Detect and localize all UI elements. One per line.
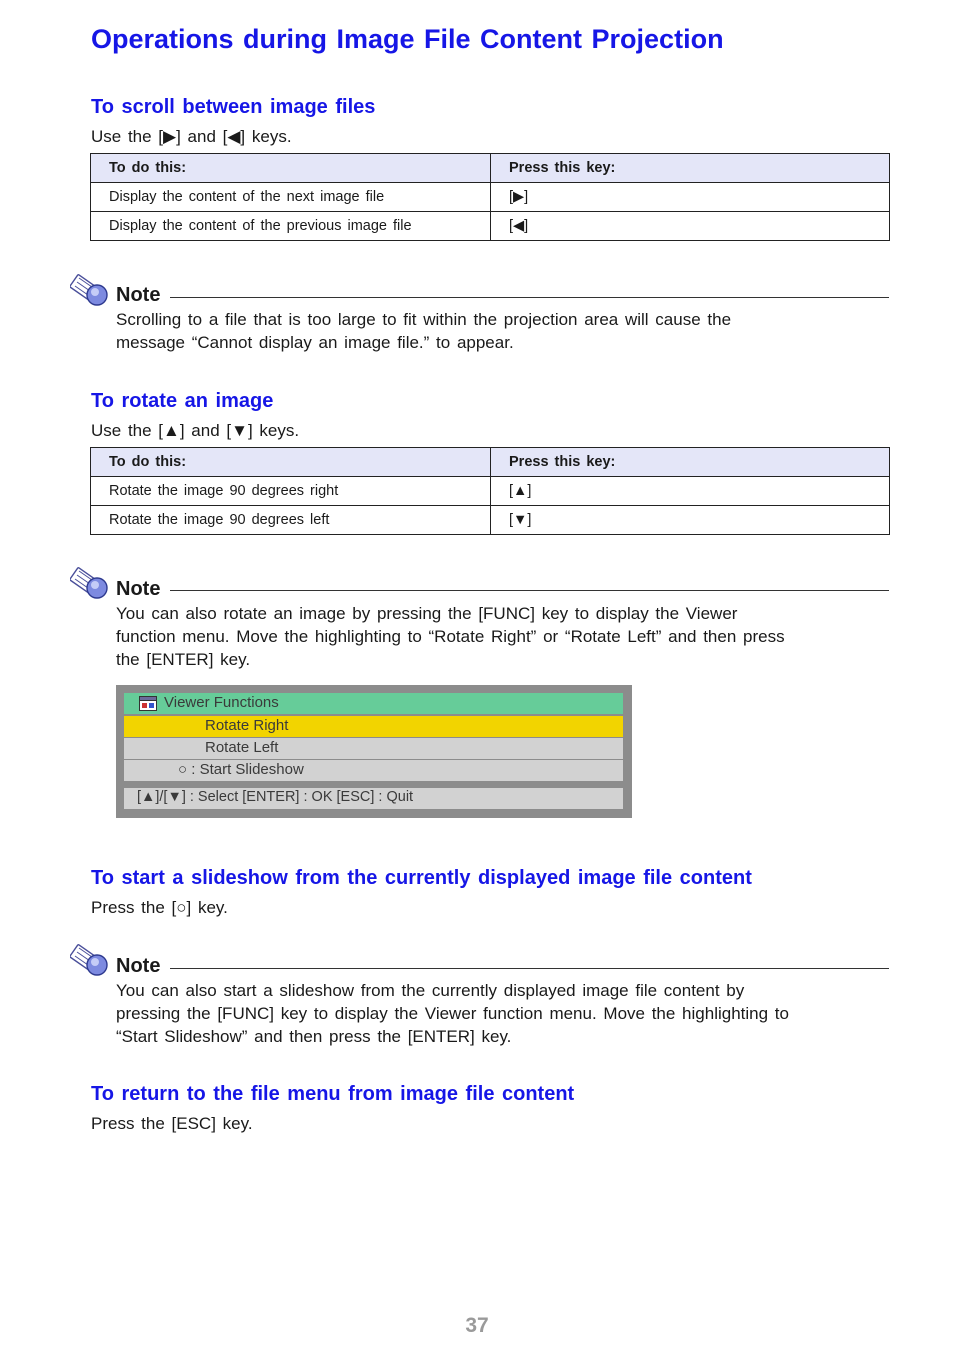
menu-item-start-slideshow[interactable] <box>124 760 623 781</box>
note-line-text: Scrolling to a file that is too large to fit within the projection area will cause the <box>116 310 732 329</box>
table-cell-action: Rotate the image 90 degrees right <box>91 477 491 506</box>
note-divider <box>170 968 889 969</box>
page-number: 37 <box>465 1314 489 1337</box>
note-icon <box>70 940 112 978</box>
table-header-key: Press this key: <box>491 154 890 183</box>
table-row <box>91 183 890 212</box>
rotate-key-table <box>90 447 890 535</box>
return-heading: To return to the file menu from image file content <box>91 1083 575 1105</box>
note-label: Note <box>116 578 161 600</box>
note-line-text: You can also start a slideshow from the currently displayed image file content by <box>116 981 745 1000</box>
note-line-text: message “Cannot display an image file.” to appear. <box>116 333 514 352</box>
viewer-menu-footer <box>124 788 623 809</box>
scroll-key-table <box>90 153 890 241</box>
table-header-action: To do this: <box>91 448 491 477</box>
table-cell-action: Rotate the image 90 degrees left <box>91 506 491 535</box>
menu-item-label: Rotate Left <box>205 739 279 756</box>
note-label: Note <box>116 284 161 306</box>
scroll-intro: Use the [▶] and [◀] keys. <box>91 127 292 146</box>
menu-item-label: Rotate Right <box>205 717 289 734</box>
menu-window-icon <box>139 696 157 711</box>
menu-item-label: ○ : Start Slideshow <box>178 761 304 778</box>
slideshow-note-text <box>116 979 876 1048</box>
menu-item-rotate-left[interactable] <box>124 738 623 759</box>
table-cell-key: [◀] <box>491 212 890 241</box>
table-row <box>91 506 890 535</box>
table-cell-key: [▲] <box>491 477 890 506</box>
table-header-row <box>91 448 890 477</box>
table-row <box>91 212 890 241</box>
scroll-note-text <box>116 308 876 354</box>
note-line-text: You can also rotate an image by pressing the [FUNC] key to display the Viewer <box>116 604 738 623</box>
table-header-action: To do this: <box>91 154 491 183</box>
note-divider <box>170 590 889 591</box>
table-header-row <box>91 154 890 183</box>
note-line-text: function menu. Move the highlighting to “Rotate Right” or “Rotate Left” and then press <box>116 627 785 646</box>
table-cell-action: Display the content of the next image file <box>91 183 491 212</box>
viewer-menu-title: Viewer Functions <box>164 694 279 711</box>
rotate-heading: To rotate an image <box>91 390 274 412</box>
scroll-heading: To scroll between image files <box>91 96 376 118</box>
note-label: Note <box>116 955 161 977</box>
slideshow-intro: Press the [○] key. <box>91 898 228 917</box>
table-cell-key: [▶] <box>491 183 890 212</box>
note-line-text: “Start Slideshow” and then press the [ENTER] key. <box>116 1027 512 1046</box>
note-icon <box>70 270 112 308</box>
table-cell-key: [▼] <box>491 506 890 535</box>
table-header-key: Press this key: <box>491 448 890 477</box>
note-line-text: pressing the [FUNC] key to display the Viewer function menu. Move the highlighting to <box>116 1004 789 1023</box>
note-divider <box>170 297 889 298</box>
rotate-note-text <box>116 602 876 671</box>
table-row <box>91 477 890 506</box>
slideshow-heading: To start a slideshow from the currently displayed image file content <box>91 867 752 889</box>
table-cell-action: Display the content of the previous image file <box>91 212 491 241</box>
rotate-intro: Use the [▲] and [▼] keys. <box>91 421 300 440</box>
menu-footer-text: [▲]/[▼] : Select [ENTER] : OK [ESC] : Quit <box>137 789 414 805</box>
note-line-text: the [ENTER] key. <box>116 650 251 669</box>
note-icon <box>70 563 112 601</box>
viewer-functions-screenshot <box>116 685 632 818</box>
viewer-menu-title-bar <box>124 693 623 714</box>
menu-item-rotate-right[interactable] <box>124 716 623 737</box>
page-title: Operations during Image File Content Projection <box>91 24 724 54</box>
return-intro: Press the [ESC] key. <box>91 1114 253 1133</box>
